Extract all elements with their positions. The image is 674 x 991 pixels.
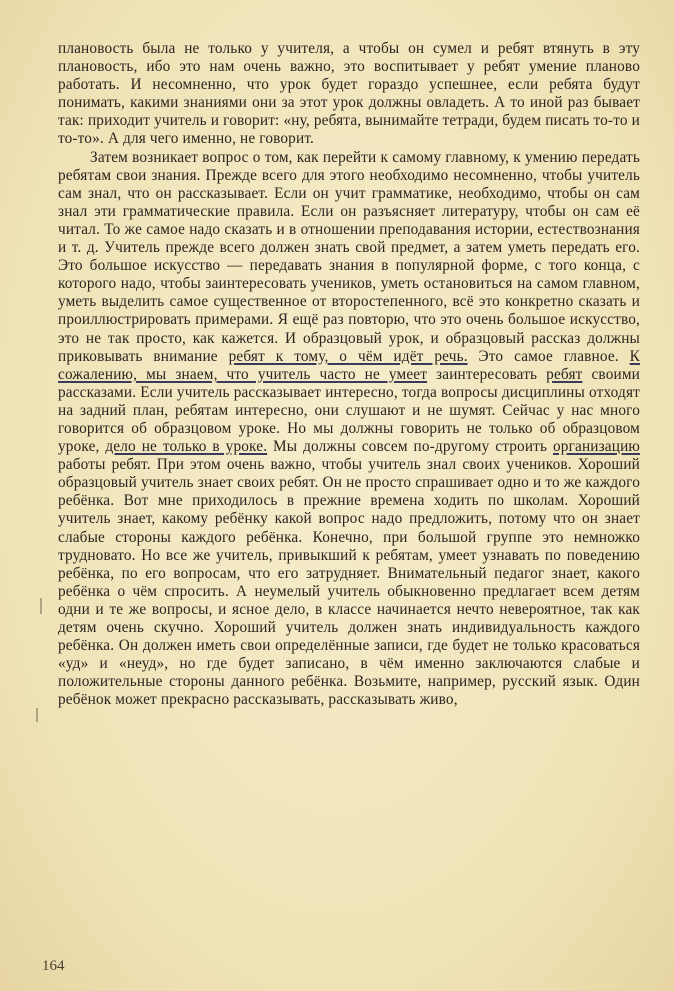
- underlined-phrase: дело не только в уроке.: [105, 438, 268, 456]
- text-segment: плановость была не только у учителя, а чтобы он сумел и ребят втянуть в эту плановость, ибо это нам очень важно, это воспитывает у ребят умение планово работать. И несомненно, что урок будет гораздо успешнее, если ребята будут понимать, какими знаниями они за этот урок должны овладеть. А то иной раз бывает так: приходит учитель и говорит: «ну, ребята, вынимайте тетради, будем писать то-то и то-то». А для чего именно, не говорит.: [58, 40, 640, 148]
- page-number: 164: [42, 958, 65, 974]
- text-segment: работы ребят. При этом очень важно, чтобы учитель знал своих учеников. Хороший образцовый учитель знает своих ребят. Он не просто спрашивает одно и то же каждого ребёнка. Вот мне приходилось в прежние времена ходить по школам. Хороший учитель знает, какому ребёнку какой вопрос надо предложить, потому что он знает слабые стороны каждого ребёнка. Конечно, при большой группе это немножко трудновато. Но все же учитель, привыкший к ребятам, умеет узнавать по поведению ребёнка, по его вопросам, что его затрудняет. Внимательный педагог знает, какого ребёнка о чём спросить. А неумелый учитель обыкновенно предлагает всем детям одни и те же вопросы, и ясное дело, в классе начинается нечто невероятное, так как детям очень скучно. Хороший учитель должен знать индивидуальность каждого ребёнка. Он должен иметь свои определённые записи, где будет не только красоваться «уд» и «неуд», но где будет записано, в чём именно заключаются слабые и положительные стороны данного ребёнка. Возьмите, например, русский язык. Один ребёнок может прекрасно рассказывать, рассказывать живо,: [58, 456, 640, 709]
- margin-pencil-mark: [36, 708, 38, 722]
- underlined-phrase: ребят к тому, о чём идёт речь.: [228, 347, 468, 365]
- paragraph-1: [58, 40, 640, 149]
- text-segment: Затем возникает вопрос о том, как перейти к самому главному, к умению передать ребятам свои знания. Прежде всего для этого необходимо несомненно, чтобы учитель сам знал, что он рассказывает. Если он учит грамматике, необходимо, чтобы он сам знал эти грамматические правила. Если он разъясняет литературу, чтобы он сам её читал. То же самое надо сказать и в отношении преподавания истории, естествознания и т. д. Учитель прежде всего должен знать свой предмет, а затем уметь передать его. Это большое искусство — передавать знания в популярной форме, с того конца, с которого надо, чтобы заинтересовать учеников, уметь остановиться на самом главном, уметь выделить самое существенное от второстепенного, всё это конкретно сказать и проиллюстрировать примерами. Я ещё раз повторю, что это очень большое искусство, это не так просто, как кажется. И образцовый урок, и образцовый рассказ должны приковывать внимание: [58, 148, 640, 365]
- margin-pencil-mark: [40, 598, 42, 614]
- text-segment: Это самое главное.: [467, 347, 630, 365]
- underlined-phrase: ребят: [546, 365, 583, 383]
- text-segment: Мы должны совсем по-другому строить: [267, 438, 553, 456]
- underlined-phrase: организацию: [552, 438, 640, 456]
- text-segment: своими рассказами. Если учитель рассказывает интересно, тогда вопросы дисциплины отходят на задний план, ребятам интересно, они слушают и не шумят. Сейчас у нас много говорится об образцовом уроке. Но мы должны говорить не только об образцовом уроке,: [58, 365, 640, 456]
- text-segment: заинтересовать: [427, 365, 547, 383]
- paragraph-2: [58, 149, 640, 710]
- page-text: [58, 40, 640, 980]
- underlined-phrase: К сожалению, мы знаем, что учитель часто не умеет: [58, 347, 640, 383]
